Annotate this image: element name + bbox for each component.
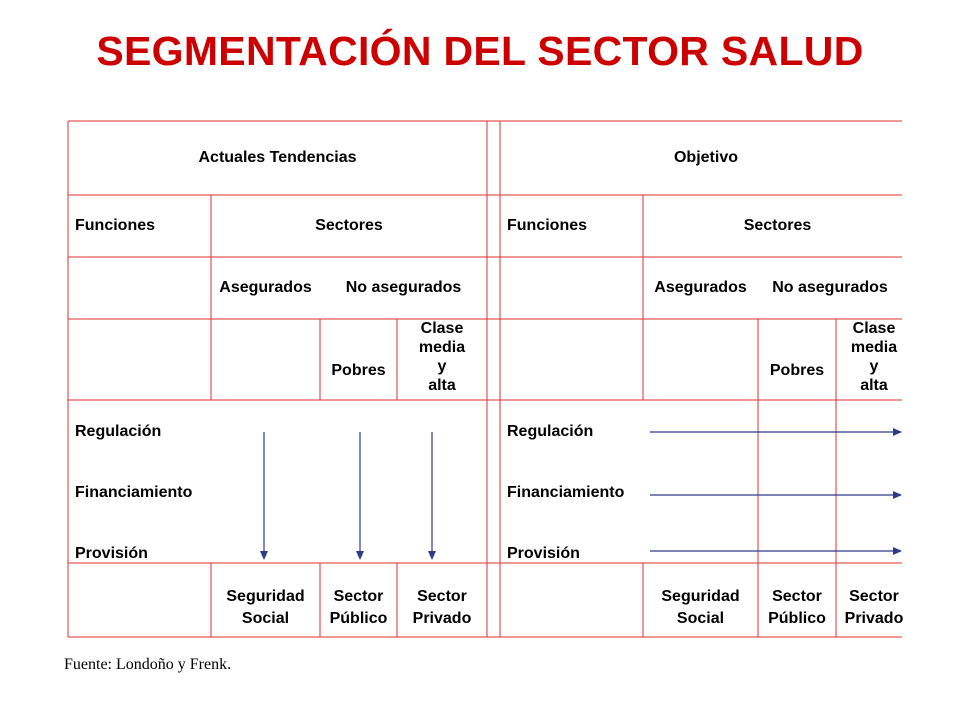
left-asegurados-label: Asegurados	[219, 279, 312, 296]
right-header-objetivo: Objetivo	[673, 149, 738, 166]
right-function-financiamiento: Financiamiento	[507, 484, 625, 501]
right-outcome-sector-privado: Sector Privado	[844, 588, 904, 627]
left-funciones-label: Funciones	[75, 217, 156, 234]
left-clase-media-alta: Clase media y alta	[418, 320, 466, 394]
left-function-financiamiento: Financiamiento	[75, 484, 193, 501]
left-outcome-sector-privado: Sector Privado	[412, 588, 472, 627]
left-function-regulacion: Regulación	[75, 423, 162, 440]
left-sectores-label: Sectores	[315, 217, 383, 234]
right-asegurados-label: Asegurados	[654, 279, 747, 296]
right-sectores-label: Sectores	[743, 217, 812, 234]
left-outcome-seguridad-social: Seguridad Social	[226, 588, 305, 627]
source-note: Fuente: Londoño y Frenk.	[64, 656, 232, 673]
right-no-asegurados-label: No asegurados	[772, 279, 888, 296]
right-function-regulacion: Regulación	[507, 423, 594, 440]
left-function-provision: Provisión	[75, 545, 148, 562]
right-pobres-label: Pobres	[769, 362, 825, 379]
right-outcome-sector-publico: Sector Público	[768, 588, 826, 627]
right-clase-media-alta: Clase media y alta	[850, 320, 898, 394]
left-header-actuales-tendencias: Actuales Tendencias	[198, 149, 357, 166]
left-no-asegurados-label: No asegurados	[345, 279, 462, 296]
right-function-provision: Provisión	[507, 545, 580, 562]
left-outcome-sector-publico: Sector Público	[329, 588, 388, 627]
right-funciones-label: Funciones	[507, 217, 588, 234]
page-title: SEGMENTACIÓN DEL SECTOR SALUD	[96, 28, 864, 74]
right-outcome-seguridad-social: Seguridad Social	[661, 588, 740, 627]
left-pobres-label: Pobres	[331, 362, 386, 379]
